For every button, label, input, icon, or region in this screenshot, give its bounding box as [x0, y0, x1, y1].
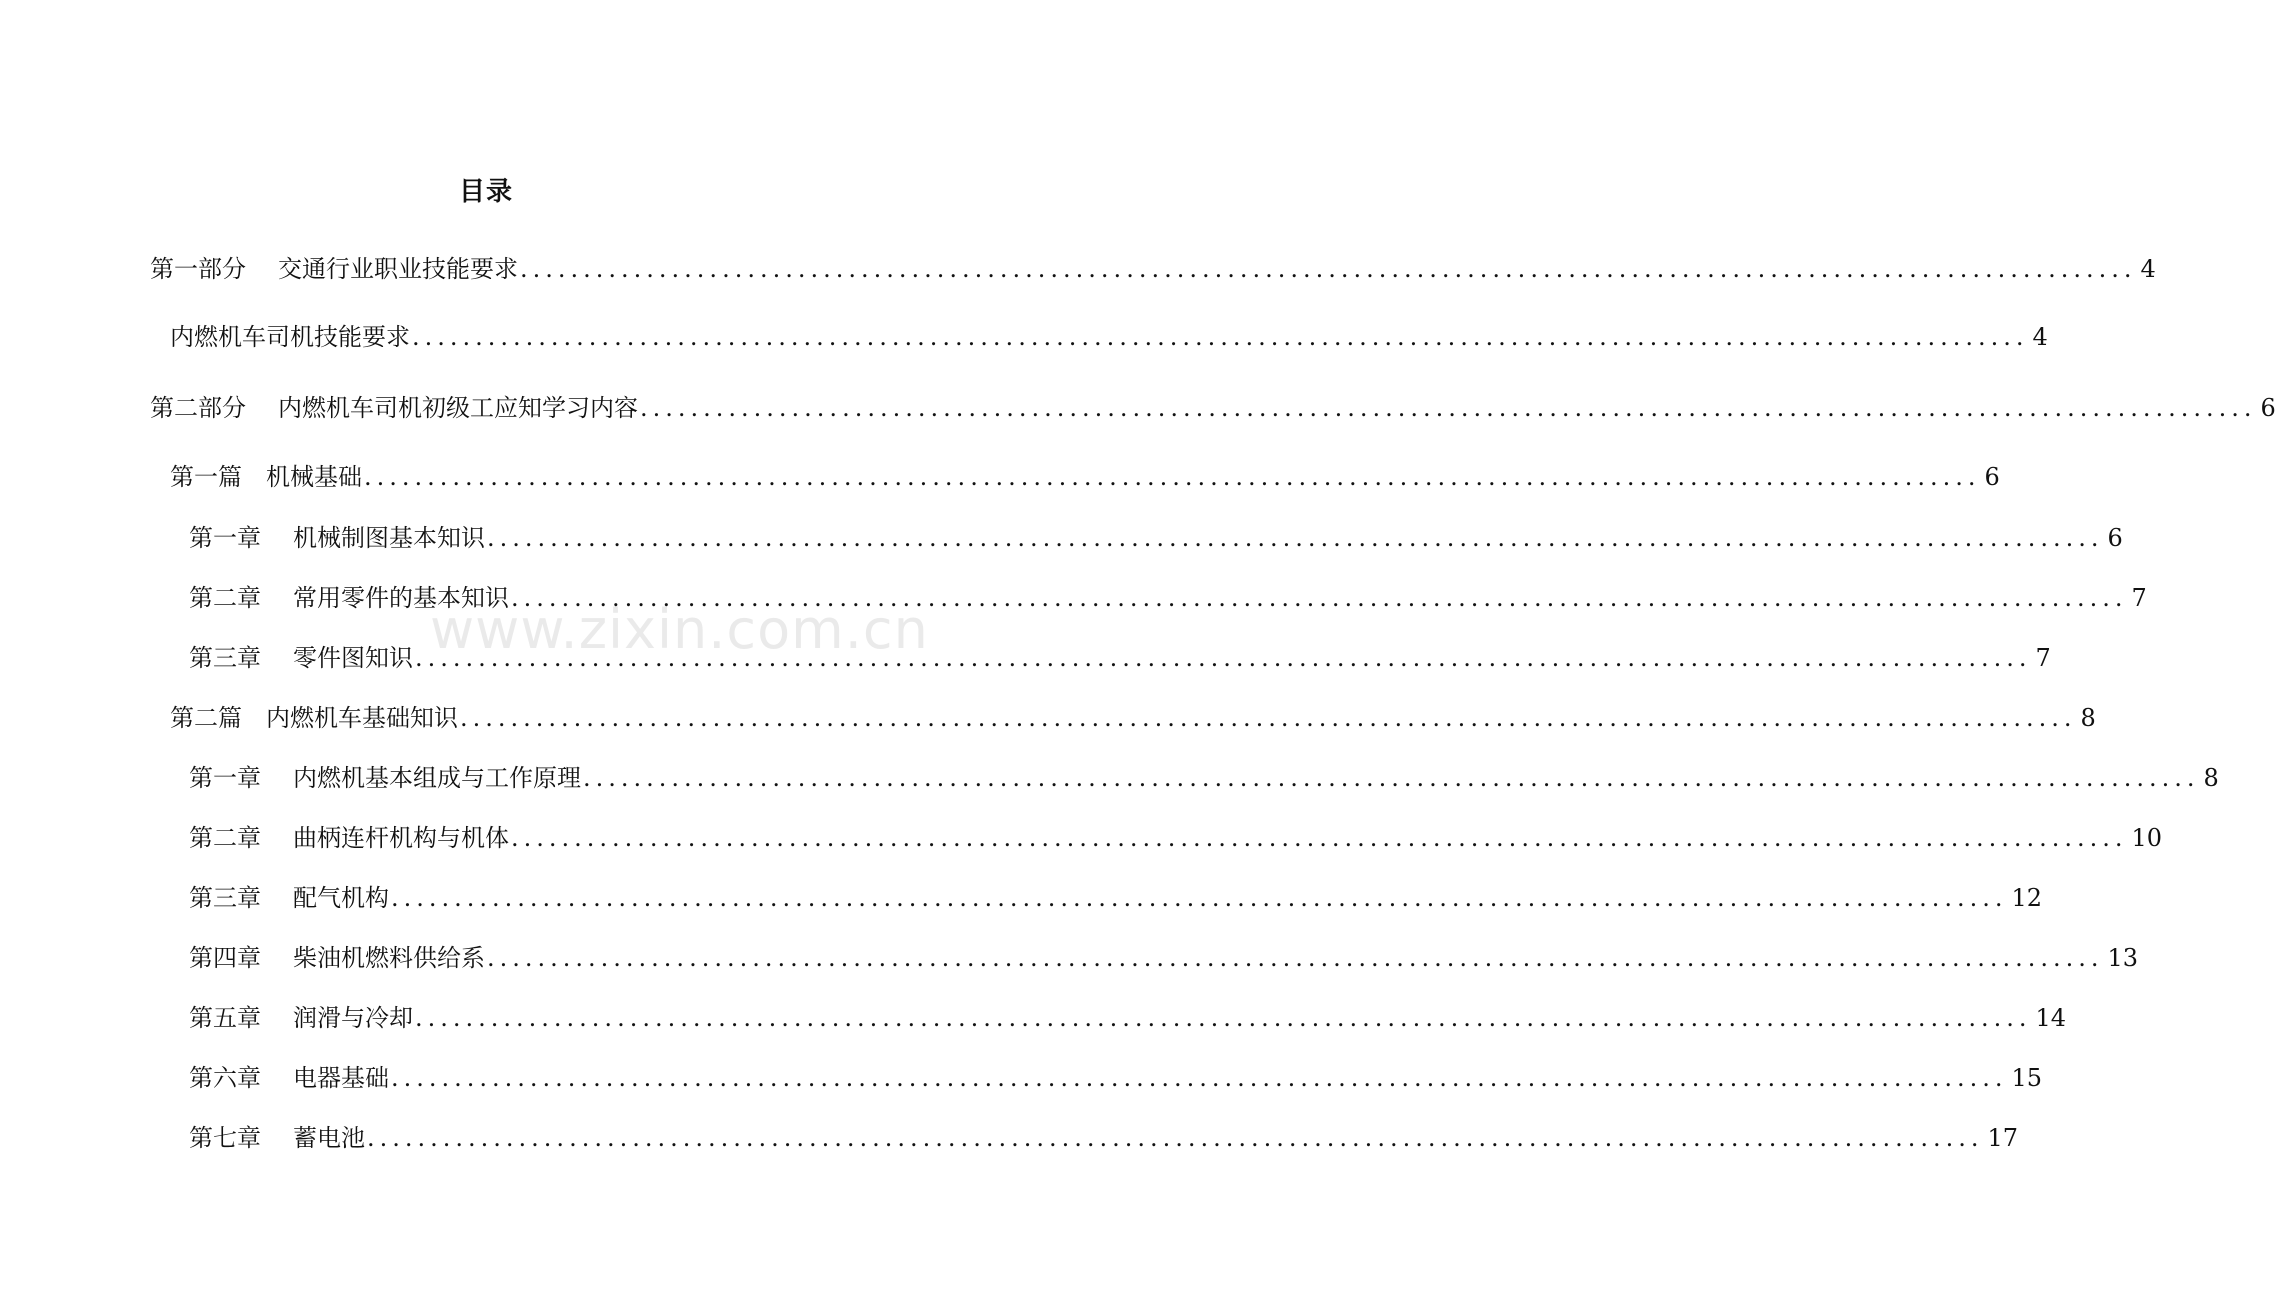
toc-entry-chapter[interactable]: [189, 1053, 2043, 1093]
toc-leader-dots: ................................................................................................................................: [415, 644, 2032, 672]
toc-entry-chapter[interactable]: [189, 513, 2123, 553]
watermark: www.zixin.com.cn: [430, 598, 929, 661]
toc-entry-chapter[interactable]: [189, 993, 2067, 1033]
toc-leader-dots: ................................................................................................................................: [583, 764, 2200, 792]
toc-entry-part-2[interactable]: [150, 383, 2276, 423]
toc-entry-number: 第五章: [189, 1004, 261, 1032]
toc-leader-dots: ................................................................................................................................: [487, 944, 2104, 972]
toc-leader-dots: ................................................................................................................................: [412, 323, 2029, 351]
toc-leader-dots: ................................................................................................................................: [364, 463, 1981, 491]
toc-entry-chapter[interactable]: [189, 633, 2051, 673]
toc-entry-title: 机械制图基本知识: [293, 524, 485, 552]
toc-entry-title: 电器基础: [293, 1064, 389, 1092]
toc-entry-title: 内燃机基本组成与工作原理: [293, 764, 581, 792]
toc-entry-title: 配气机构: [293, 884, 389, 912]
toc-entry-title: 内燃机车司机技能要求: [170, 323, 410, 351]
toc-entry-number: 第四章: [189, 944, 261, 972]
toc-entry-number: 第三章: [189, 884, 261, 912]
toc-page-number: 6: [2260, 394, 2276, 422]
toc-leader-dots: ................................................................................................................................: [511, 824, 2128, 852]
toc-entry-number: 第二章: [189, 584, 261, 612]
toc-leader-dots: ................................................................................................................................: [367, 1124, 1984, 1152]
toc-page-number: 6: [1984, 463, 2000, 491]
toc-entry-title: 常用零件的基本知识: [293, 584, 509, 612]
page-title: 目录: [458, 177, 513, 207]
toc-page-number: 12: [2011, 884, 2043, 912]
toc-entry-title: 零件图知识: [293, 644, 413, 672]
toc-entry-number: 第三章: [189, 644, 261, 672]
toc-entry-title: 润滑与冷却: [293, 1004, 413, 1032]
toc-leader-dots: ................................................................................................................................: [640, 394, 2257, 422]
toc-entry-volume-1[interactable]: [170, 452, 2000, 492]
toc-page-number: 4: [2140, 255, 2156, 283]
toc-page-number: 14: [2035, 1004, 2067, 1032]
toc-entry-number: 第二篇: [170, 704, 242, 732]
toc-entry-number: 第二章: [189, 824, 261, 852]
toc-entry-volume-2[interactable]: [170, 693, 2096, 733]
toc-entry-number: 第一章: [189, 764, 261, 792]
toc-entry-chapter[interactable]: [189, 813, 2163, 853]
toc-leader-dots: ................................................................................................................................: [487, 524, 2104, 552]
toc-entry-title: 蓄电池: [293, 1124, 365, 1152]
toc-page-number: 15: [2011, 1064, 2043, 1092]
toc-entry-number: 第二部分: [150, 394, 246, 422]
toc-entry-number: 第七章: [189, 1124, 261, 1152]
toc-leader-dots: ................................................................................................................................: [511, 584, 2128, 612]
toc-entry-title: 柴油机燃料供给系: [293, 944, 485, 972]
toc-leader-dots: ................................................................................................................................: [460, 704, 2077, 732]
toc-leader-dots: ................................................................................................................................: [391, 1064, 2008, 1092]
toc-page-number: 10: [2131, 824, 2163, 852]
toc-entry-title: 内燃机车司机初级工应知学习内容: [278, 394, 638, 422]
toc-entry-title: 交通行业职业技能要求: [278, 255, 518, 283]
toc-leader-dots: ................................................................................................................................: [391, 884, 2008, 912]
toc-entry-title: 机械基础: [266, 463, 362, 491]
toc-leader-dots: ................................................................................................................................: [520, 255, 2137, 283]
toc-page-number: 4: [2032, 323, 2048, 351]
toc-page-number: 17: [1987, 1124, 2019, 1152]
toc-leader-dots: ................................................................................................................................: [415, 1004, 2032, 1032]
toc-entry-part-1[interactable]: [150, 244, 2156, 284]
toc-entry-chapter[interactable]: [189, 753, 2219, 793]
toc-entry-number: 第一章: [189, 524, 261, 552]
toc-entry-number: 第一部分: [150, 255, 246, 283]
toc-page-number: 7: [2131, 584, 2147, 612]
toc-entry-chapter[interactable]: [189, 933, 2139, 973]
toc-entry-number: 第一篇: [170, 463, 242, 491]
toc-entry-section[interactable]: [170, 312, 2048, 352]
toc-entry-number: 第六章: [189, 1064, 261, 1092]
toc-page-number: 8: [2203, 764, 2219, 792]
toc-entry-chapter[interactable]: [189, 1113, 2019, 1153]
toc-page-number: 6: [2107, 524, 2123, 552]
toc-entry-title: 内燃机车基础知识: [266, 704, 458, 732]
toc-entry-chapter[interactable]: [189, 873, 2043, 913]
toc-entry-chapter[interactable]: [189, 573, 2147, 613]
toc-entry-title: 曲柄连杆机构与机体: [293, 824, 509, 852]
toc-page-number: 7: [2035, 644, 2051, 672]
toc-page-number: 8: [2080, 704, 2096, 732]
toc-page-number: 13: [2107, 944, 2139, 972]
